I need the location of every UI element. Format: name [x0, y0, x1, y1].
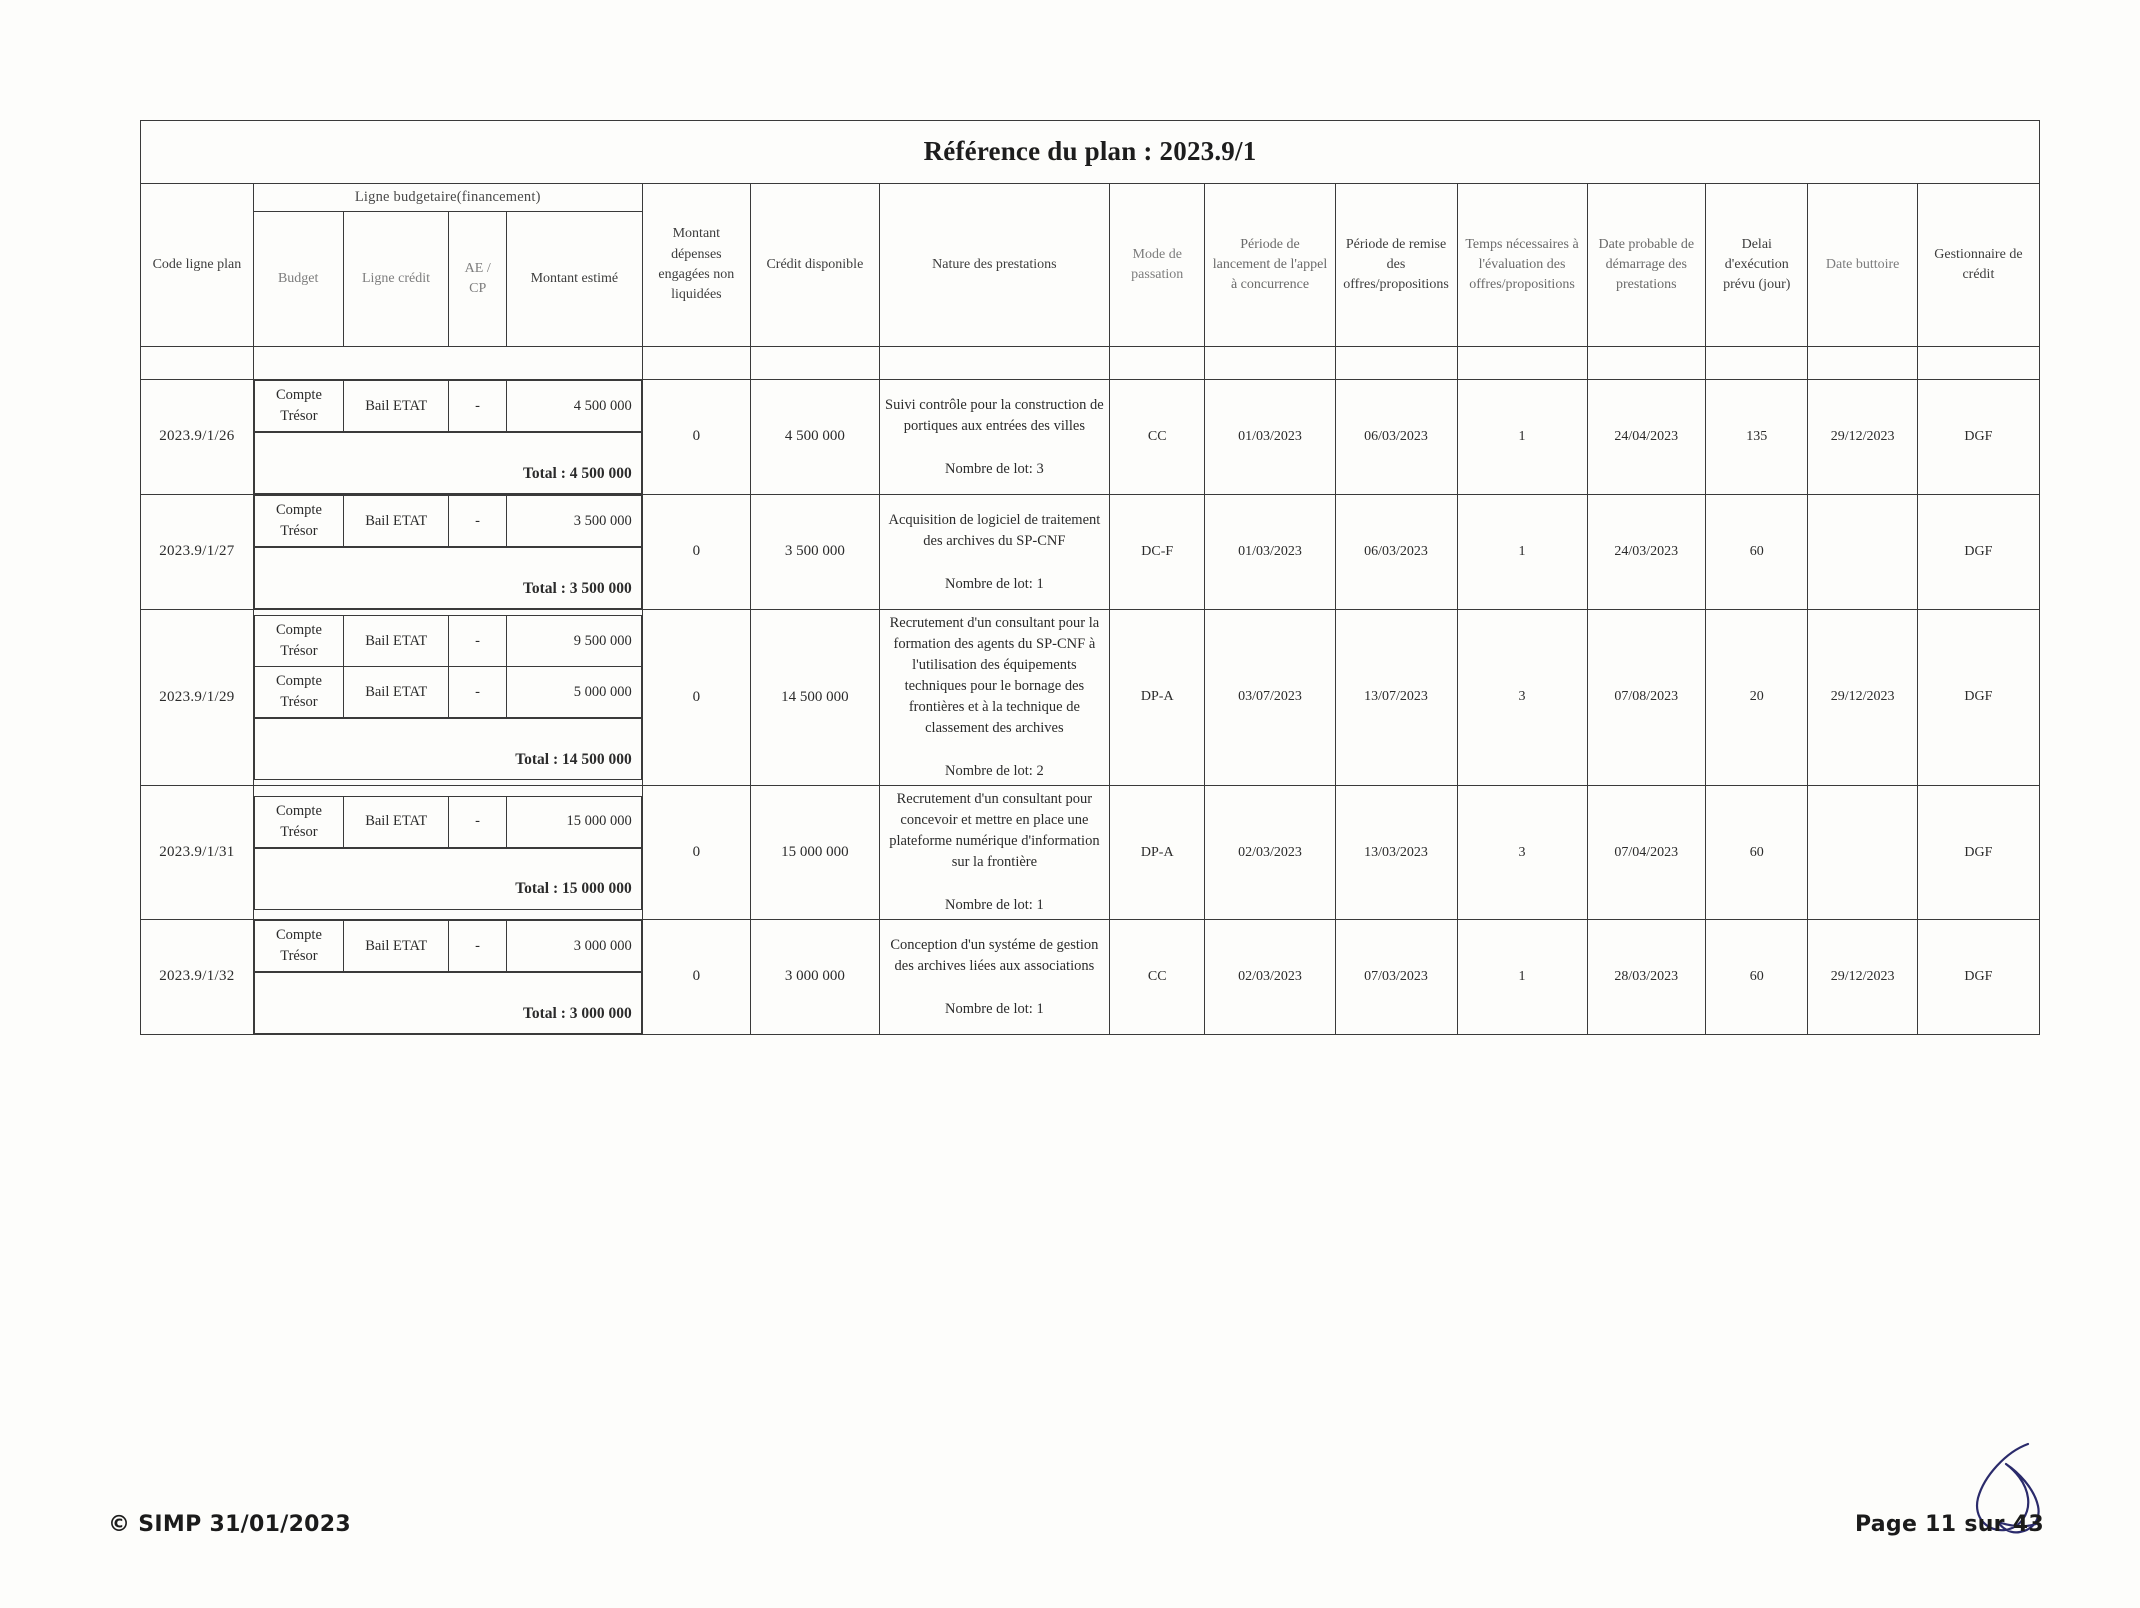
budget-line-row	[254, 381, 641, 432]
cell-ligne-credit: Bail ETAT	[344, 921, 449, 972]
plan-reference-title: Référence du plan : 2023.9/1	[923, 136, 1257, 167]
header-periode-remise: Période de remise des offres/propositions	[1335, 184, 1457, 347]
cell-montant-depenses: 0	[642, 610, 750, 786]
cell-periode-remise: 13/07/2023	[1335, 610, 1457, 786]
spacer-cell	[1917, 347, 2039, 380]
cell-date-demarrage: 24/03/2023	[1587, 495, 1706, 610]
cell-montant-estime: 3 500 000	[506, 496, 641, 547]
footer-copyright: © SIMP 31/01/2023	[108, 1512, 351, 1537]
cell-periode-lancement: 02/03/2023	[1205, 920, 1335, 1035]
spacer-cell	[642, 347, 750, 380]
cell-budget-total: Total : 3 500 000	[522, 579, 632, 597]
cell-ligne-budgetaire-group	[253, 786, 642, 920]
cell-montant-depenses: 0	[642, 920, 750, 1035]
cell-delai-execution: 60	[1706, 786, 1808, 920]
cell-credit-disponible: 15 000 000	[750, 786, 879, 920]
cell-ligne-credit: Bail ETAT	[344, 667, 449, 718]
cell-gestionnaire-credit: DGF	[1917, 786, 2039, 920]
budget-line-row	[254, 667, 641, 718]
header-temps-evaluation: Temps nécessaires à l'évaluation des offres/propositions	[1457, 184, 1587, 347]
cell-temps-evaluation: 1	[1457, 920, 1587, 1035]
spacer-cell	[1457, 347, 1587, 380]
spacer-cell	[879, 347, 1109, 380]
budget-total-box	[254, 432, 642, 494]
cell-nature-prestations	[879, 920, 1109, 1035]
nature-text: Conception d'un systéme de gestion des archives liées aux associations	[890, 936, 1099, 974]
nombre-de-lot-text: Nombre de lot: 2	[945, 763, 1044, 780]
header-spacer-row	[141, 347, 2040, 380]
cell-periode-lancement: 01/03/2023	[1205, 495, 1335, 610]
cell-budget-total: Total : 14 500 000	[515, 750, 632, 768]
cell-mode-passation: DC-F	[1109, 495, 1205, 610]
cell-montant-depenses: 0	[642, 380, 750, 495]
cell-temps-evaluation: 3	[1457, 786, 1587, 920]
table-row	[141, 610, 2040, 786]
cell-date-buttoire: 29/12/2023	[1808, 610, 1917, 786]
header-group-row	[141, 184, 2040, 212]
cell-periode-remise: 13/03/2023	[1335, 786, 1457, 920]
spacer-cell	[1109, 347, 1205, 380]
budget-total-box	[254, 972, 642, 1034]
spacer-cell	[1706, 347, 1808, 380]
cell-code-ligne-plan: 2023.9/1/32	[141, 920, 254, 1035]
cell-mode-passation: DP-A	[1109, 610, 1205, 786]
cell-temps-evaluation: 3	[1457, 610, 1587, 786]
cell-budget: Compte Trésor	[254, 796, 343, 847]
cell-montant-estime: 9 500 000	[506, 616, 641, 667]
budget-total-box	[254, 547, 642, 609]
nature-text: Recrutement d'un consultant pour concevoir et mettre en place une plateforme numérique d'information sur la frontière	[889, 791, 1100, 871]
cell-date-demarrage: 07/08/2023	[1587, 610, 1706, 786]
cell-date-buttoire: 29/12/2023	[1808, 920, 1917, 1035]
cell-budget: Compte Trésor	[254, 921, 343, 972]
budget-total-box	[254, 718, 642, 780]
header-mode-passation: Mode de passation	[1109, 184, 1205, 347]
cell-delai-execution: 60	[1706, 920, 1808, 1035]
cell-code-ligne-plan: 2023.9/1/26	[141, 380, 254, 495]
nature-text: Acquisition de logiciel de traitement des archives du SP-CNF	[888, 511, 1101, 549]
header-credit-disponible: Crédit disponible	[750, 184, 879, 347]
budget-lines-table	[254, 615, 642, 718]
cell-periode-remise: 07/03/2023	[1335, 920, 1457, 1035]
header-date-demarrage: Date probable de démarrage des prestations	[1587, 184, 1706, 347]
cell-nature-prestations	[879, 786, 1109, 920]
cell-temps-evaluation: 1	[1457, 495, 1587, 610]
cell-budget-total: Total : 4 500 000	[522, 464, 632, 482]
cell-temps-evaluation: 1	[1457, 380, 1587, 495]
page-footer	[0, 1512, 2140, 1552]
cell-code-ligne-plan: 2023.9/1/31	[141, 786, 254, 920]
cell-budget: Compte Trésor	[254, 667, 343, 718]
cell-credit-disponible: 3 500 000	[750, 495, 879, 610]
budget-total-box	[254, 848, 642, 910]
cell-montant-estime: 15 000 000	[506, 796, 641, 847]
cell-gestionnaire-credit: DGF	[1917, 380, 2039, 495]
plan-reference-title-cell	[141, 121, 2040, 184]
spacer-cell	[141, 347, 254, 380]
table-row	[141, 495, 2040, 610]
table-row	[141, 786, 2040, 920]
spacer-cell	[253, 347, 642, 380]
cell-ae-cp: -	[449, 921, 506, 972]
cell-budget-total: Total : 15 000 000	[515, 880, 632, 898]
header-ligne-credit: Ligne crédit	[343, 212, 449, 347]
spacer-cell	[1587, 347, 1706, 380]
budget-lines-table	[254, 380, 642, 432]
cell-gestionnaire-credit: DGF	[1917, 495, 2039, 610]
budget-lines-table	[254, 796, 642, 848]
header-budget: Budget	[253, 212, 343, 347]
budget-line-row	[254, 496, 641, 547]
budget-line-row	[254, 796, 641, 847]
cell-budget: Compte Trésor	[254, 381, 343, 432]
nature-text: Suivi contrôle pour la construction de portiques aux entrées des villes	[885, 396, 1104, 434]
cell-date-buttoire	[1808, 495, 1917, 610]
cell-montant-depenses: 0	[642, 495, 750, 610]
header-periode-lancement: Période de lancement de l'appel à concurrence	[1205, 184, 1335, 347]
cell-delai-execution: 20	[1706, 610, 1808, 786]
cell-budget-total: Total : 3 000 000	[522, 1004, 632, 1022]
table-row	[141, 920, 2040, 1035]
cell-ligne-budgetaire-group	[253, 610, 642, 786]
cell-ae-cp: -	[449, 796, 506, 847]
marche-plan-table	[140, 120, 2040, 1035]
cell-montant-estime: 3 000 000	[506, 921, 641, 972]
nombre-de-lot-text: Nombre de lot: 3	[945, 460, 1044, 477]
header-montant-depenses: Montant dépenses engagées non liquidées	[642, 184, 750, 347]
cell-date-demarrage: 24/04/2023	[1587, 380, 1706, 495]
cell-montant-estime: 4 500 000	[506, 381, 641, 432]
cell-delai-execution: 60	[1706, 495, 1808, 610]
cell-ligne-credit: Bail ETAT	[344, 496, 449, 547]
cell-credit-disponible: 14 500 000	[750, 610, 879, 786]
cell-delai-execution: 135	[1706, 380, 1808, 495]
cell-ae-cp: -	[449, 616, 506, 667]
cell-date-demarrage: 07/04/2023	[1587, 786, 1706, 920]
cell-date-demarrage: 28/03/2023	[1587, 920, 1706, 1035]
cell-ligne-budgetaire-group	[253, 380, 642, 495]
cell-periode-lancement: 01/03/2023	[1205, 380, 1335, 495]
header-code-ligne-plan: Code ligne plan	[141, 184, 254, 347]
cell-ligne-budgetaire-group	[253, 495, 642, 610]
cell-date-buttoire: 29/12/2023	[1808, 380, 1917, 495]
nombre-de-lot-text: Nombre de lot: 1	[945, 575, 1044, 592]
table-row	[141, 380, 2040, 495]
footer-page-number: Page 11 sur 43	[1854, 1512, 2044, 1537]
cell-budget: Compte Trésor	[254, 616, 343, 667]
nombre-de-lot-text: Nombre de lot: 1	[945, 1000, 1044, 1017]
title-row	[141, 121, 2040, 184]
budget-line-row	[254, 921, 641, 972]
header-nature-prestations: Nature des prestations	[879, 184, 1109, 347]
cell-mode-passation: CC	[1109, 380, 1205, 495]
cell-gestionnaire-credit: DGF	[1917, 610, 2039, 786]
spacer-cell	[750, 347, 879, 380]
cell-periode-remise: 06/03/2023	[1335, 380, 1457, 495]
cell-gestionnaire-credit: DGF	[1917, 920, 2039, 1035]
header-date-buttoire: Date buttoire	[1808, 184, 1917, 347]
cell-ae-cp: -	[449, 667, 506, 718]
cell-code-ligne-plan: 2023.9/1/27	[141, 495, 254, 610]
cell-mode-passation: DP-A	[1109, 786, 1205, 920]
cell-nature-prestations	[879, 495, 1109, 610]
cell-ae-cp: -	[449, 496, 506, 547]
spacer-cell	[1335, 347, 1457, 380]
spacer-cell	[1808, 347, 1917, 380]
cell-ligne-credit: Bail ETAT	[344, 796, 449, 847]
cell-ae-cp: -	[449, 381, 506, 432]
cell-ligne-credit: Bail ETAT	[344, 381, 449, 432]
plan-table-sheet	[140, 120, 2040, 1470]
cell-ligne-credit: Bail ETAT	[344, 616, 449, 667]
nombre-de-lot-text: Nombre de lot: 1	[945, 897, 1044, 914]
header-ae-cp: AE / CP	[449, 212, 507, 347]
cell-credit-disponible: 4 500 000	[750, 380, 879, 495]
budget-lines-table	[254, 920, 642, 972]
budget-lines-table	[254, 495, 642, 547]
cell-date-buttoire	[1808, 786, 1917, 920]
header-montant-estime: Montant estimé	[506, 212, 642, 347]
cell-budget: Compte Trésor	[254, 496, 343, 547]
spacer-cell	[1205, 347, 1335, 380]
header-gestionnaire-credit: Gestionnaire de crédit	[1917, 184, 2039, 347]
cell-nature-prestations	[879, 380, 1109, 495]
cell-nature-prestations	[879, 610, 1109, 786]
header-group-ligne-budgetaire: Ligne budgetaire(financement)	[253, 184, 642, 212]
cell-code-ligne-plan: 2023.9/1/29	[141, 610, 254, 786]
cell-periode-lancement: 03/07/2023	[1205, 610, 1335, 786]
cell-ligne-budgetaire-group	[253, 920, 642, 1035]
header-delai-execution: Delai d'exécution prévu (jour)	[1706, 184, 1808, 347]
cell-montant-depenses: 0	[642, 786, 750, 920]
cell-mode-passation: CC	[1109, 920, 1205, 1035]
cell-credit-disponible: 3 000 000	[750, 920, 879, 1035]
cell-periode-remise: 06/03/2023	[1335, 495, 1457, 610]
nature-text: Recrutement d'un consultant pour la formation des agents du SP-CNF à l'utilisation des équipements techniques pour le bornage des frontières et à la technique de classement des archives	[889, 615, 1100, 737]
cell-montant-estime: 5 000 000	[506, 667, 641, 718]
budget-line-row	[254, 616, 641, 667]
cell-periode-lancement: 02/03/2023	[1205, 786, 1335, 920]
table-body	[141, 380, 2040, 1035]
